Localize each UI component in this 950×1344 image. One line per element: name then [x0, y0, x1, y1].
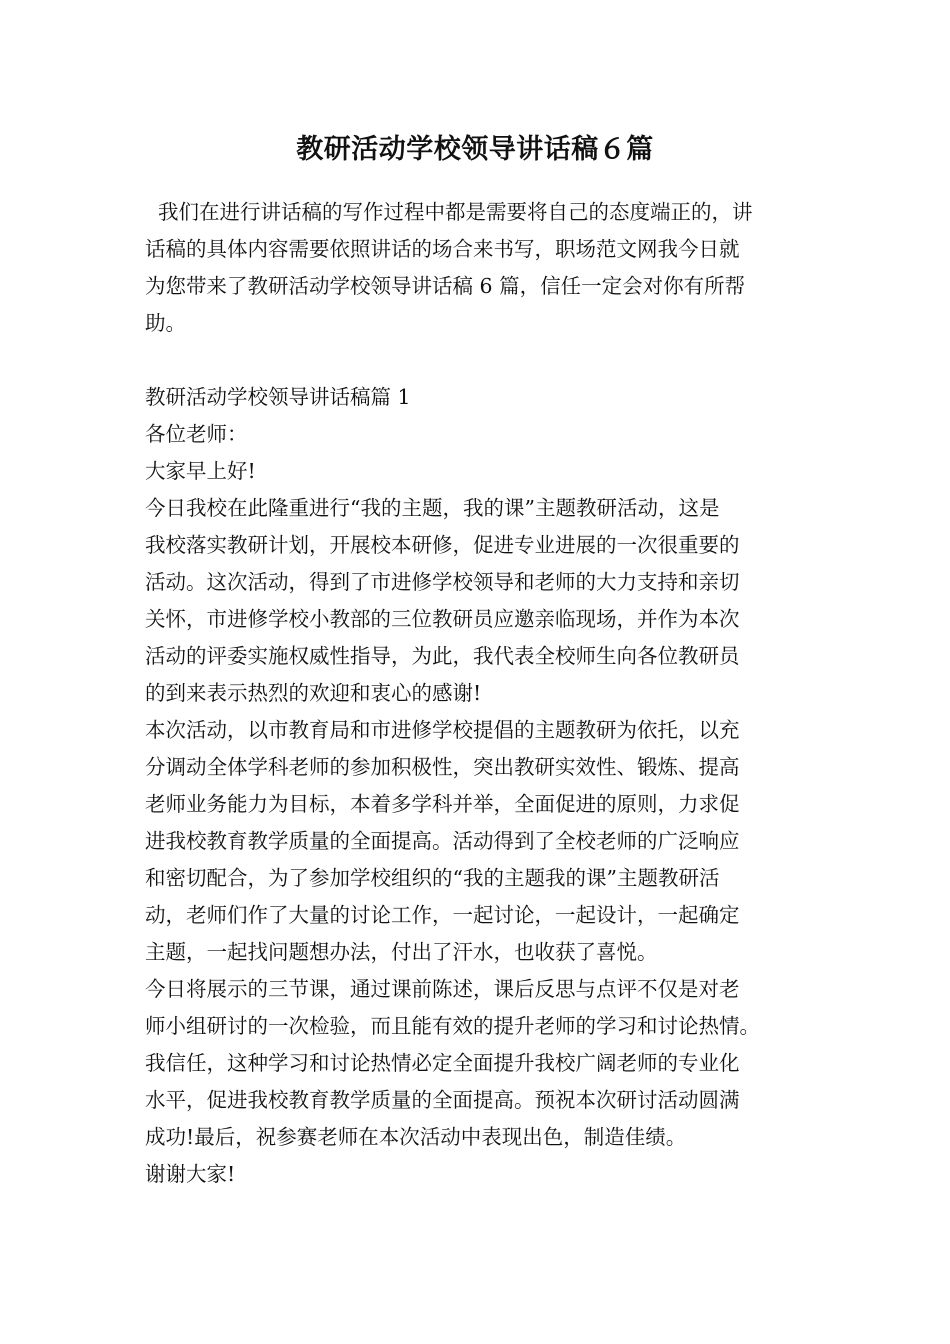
- text-line: 成功!最后，祝参赛老师在本次活动中表现出色，制造佳绩。: [145, 1125, 687, 1149]
- text-line: 主题，一起找问题想办法，付出了汗水，也收获了喜悦。: [145, 940, 658, 964]
- text-line: 为您带来了教研活动学校领导讲话稿 6 篇，信任一定会对你有所帮: [145, 274, 746, 298]
- text-line: 话稿的具体内容需要依照讲话的场合来书写，职场范文网我今日就: [145, 237, 740, 261]
- text-line: 和密切配合，为了参加学校组织的“我的主题我的课”主题教研活: [145, 866, 720, 890]
- blank-line: [145, 342, 845, 379]
- document-body: [145, 194, 845, 1193]
- text-line: 水平，促进我校教育教学质量的全面提高。预祝本次研讨活动圆满: [145, 1088, 740, 1112]
- text-line: 活动。这次活动，得到了市进修学校领导和老师的大力支持和亲切: [145, 570, 740, 594]
- text-line: 我校落实教研计划，开展校本研修，促进专业进展的一次很重要的: [145, 533, 740, 557]
- text-line: 关怀，市进修学校小教部的三位教研员应邀亲临现场，并作为本次: [145, 607, 740, 631]
- text-line: 师小组研讨的一次检验，而且能有效的提升老师的学习和讨论热情。: [145, 1014, 760, 1038]
- text-line: 今日我校在此隆重进行“我的主题，我的课”主题教研活动，这是: [145, 496, 720, 520]
- text-line: 谢谢大家!: [145, 1162, 236, 1186]
- text-line: 进我校教育教学质量的全面提高。活动得到了全校老师的广泛响应: [145, 829, 740, 853]
- text-line: 各位老师：: [145, 422, 248, 446]
- text-line: 助。: [145, 311, 186, 335]
- text-line: 今日将展示的三节课，通过课前陈述，课后反思与点评不仅是对老: [145, 977, 740, 1001]
- text-line: 大家早上好!: [145, 459, 256, 483]
- section-heading: 教研活动学校领导讲话稿篇 1: [145, 385, 411, 409]
- text-line: 的到来表示热烈的欢迎和衷心的感谢!: [145, 681, 482, 705]
- text-line: 动，老师们作了大量的讨论工作，一起讨论，一起设计，一起确定: [145, 903, 740, 927]
- text-line: 我信任，这种学习和讨论热情必定全面提升我校广阔老师的专业化: [145, 1051, 740, 1075]
- text-line: 活动的评委实施权威性指导，为此，我代表全校师生向各位教研员: [145, 644, 740, 668]
- text-line: 分调动全体学科老师的参加积极性，突出教研实效性、锻炼、提高: [145, 755, 740, 779]
- text-line: 老师业务能力为目标，本着多学科并举，全面促进的原则，力求促: [145, 792, 740, 816]
- text-line: 本次活动，以市教育局和市进修学校提倡的主题教研为依托，以充: [145, 718, 740, 742]
- document-title: 教研活动学校领导讲话稿６篇: [296, 134, 654, 165]
- text-line: 我们在进行讲话稿的写作过程中都是需要将自己的态度端正的，讲: [145, 200, 753, 224]
